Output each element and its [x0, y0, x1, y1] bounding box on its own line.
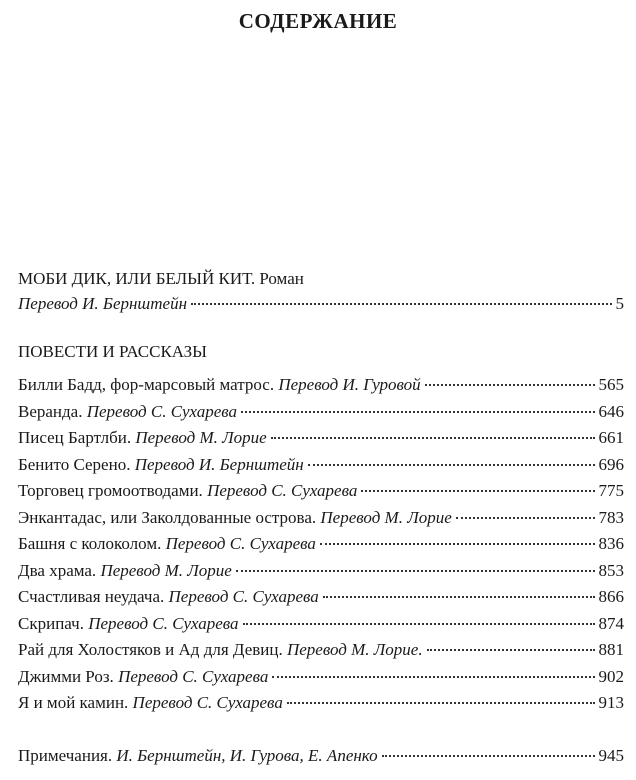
entry-translator: Перевод С. Сухарева: [168, 587, 319, 606]
section-heading-moby-dick: [18, 267, 304, 291]
entry-page-number: 913: [598, 693, 624, 712]
entry-page-number: 945: [598, 746, 624, 765]
entry-translator: Перевод С. Сухарева: [207, 481, 358, 500]
entry-translator: Перевод С. Сухарева: [165, 534, 316, 553]
entry-page-number: 853: [598, 560, 624, 580]
entry-translator: Перевод С. Сухарева: [132, 693, 283, 712]
toc-entry: [18, 479, 624, 503]
entry-title: Бенито Серено.: [18, 454, 131, 474]
toc-entry: [18, 453, 624, 477]
entry-title: Примечания.: [18, 746, 113, 765]
dot-leader: [320, 543, 595, 545]
toc-entry-moby-dick: [18, 292, 624, 316]
entry-title: Башня с колоколом.: [18, 534, 162, 553]
entry-page-number: 661: [598, 428, 624, 447]
dot-leader: [308, 464, 595, 466]
entry-page-number: 902: [598, 666, 624, 686]
entry-translator: Перевод И. Бернштейн: [134, 454, 304, 474]
toc-entry: [18, 426, 624, 450]
dot-leader: [272, 676, 594, 678]
dot-leader: [425, 384, 595, 386]
toc-entry: [18, 506, 624, 530]
dot-leader: [243, 623, 595, 625]
entry-title: Торговец громоотводами.: [18, 481, 203, 500]
entry-title: Джимми Роз.: [18, 666, 114, 686]
toc-entry-notes: [18, 744, 624, 768]
dot-leader: [323, 596, 595, 598]
dot-leader: [236, 570, 595, 572]
entry-title: Два храма.: [18, 560, 97, 580]
entry-page-number: 565: [598, 375, 624, 394]
section-heading-stories: ПОВЕСТИ И РАССКАЗЫ: [18, 342, 207, 361]
toc-entry: [18, 373, 624, 397]
toc-entry: [18, 400, 624, 424]
entry-translator: Перевод И. Гуровой: [278, 375, 421, 394]
entry-translator: Перевод И. Бернштейн: [18, 294, 188, 313]
dot-leader: [287, 702, 595, 704]
entry-translator: И. Бернштейн, И. Гурова, Е. Апенко: [116, 746, 378, 765]
entry-title: Рай для Холостяков и Ад для Девиц.: [18, 640, 283, 659]
entry-page-number: 866: [598, 587, 624, 606]
dot-leader: [241, 411, 594, 413]
toc-entry: [18, 638, 624, 662]
entry-title: Скрипач.: [18, 613, 84, 633]
entry-page-number: 775: [598, 481, 624, 500]
toc-entry: [18, 559, 624, 583]
entry-page-number: 5: [615, 294, 624, 313]
entry-page-number: 836: [598, 534, 624, 553]
entry-translator: Перевод М. Лорие: [135, 428, 267, 447]
dot-leader: [191, 303, 611, 305]
entry-page-number: 881: [598, 640, 624, 659]
entry-title: Я и мой камин.: [18, 693, 129, 712]
page-title: СОДЕРЖАНИЕ: [238, 9, 398, 33]
entry-translator: Перевод С. Сухарева: [88, 613, 239, 633]
dot-leader: [271, 437, 595, 439]
entry-page-number: 874: [598, 613, 624, 633]
toc-entry: [18, 532, 624, 556]
entry-title: Веранда.: [18, 401, 83, 421]
entry-translator: Перевод С. Сухарева: [86, 401, 238, 421]
entry-translator: Перевод М. Лорие: [320, 507, 452, 527]
entry-translator: Перевод М. Лорие: [100, 560, 232, 580]
dot-leader: [456, 517, 595, 519]
entry-translator: Перевод М. Лорие.: [286, 640, 423, 659]
entry-title: Писец Бартлби.: [18, 428, 132, 447]
entry-title: Энкантадас, или Заколдованные острова.: [18, 507, 317, 527]
entry-title: Счастливая неудача.: [18, 587, 165, 606]
entry-title: Билли Бадд, фор-марсовый матрос.: [18, 375, 275, 394]
toc-entry: [18, 612, 624, 636]
moby-dick-genre: Роман: [259, 269, 304, 288]
entry-page-number: 696: [598, 454, 624, 474]
entry-page-number: 783: [598, 507, 624, 527]
entry-page-number: 646: [598, 401, 624, 421]
moby-dick-title: МОБИ ДИК, ИЛИ БЕЛЫЙ КИТ.: [18, 269, 256, 288]
dot-leader: [382, 755, 595, 757]
toc-entry: [18, 665, 624, 689]
entry-translator: Перевод С. Сухарева: [118, 666, 269, 686]
dot-leader: [427, 649, 595, 651]
toc-entry: [18, 691, 624, 715]
toc-entry: [18, 585, 624, 609]
dot-leader: [361, 490, 594, 492]
